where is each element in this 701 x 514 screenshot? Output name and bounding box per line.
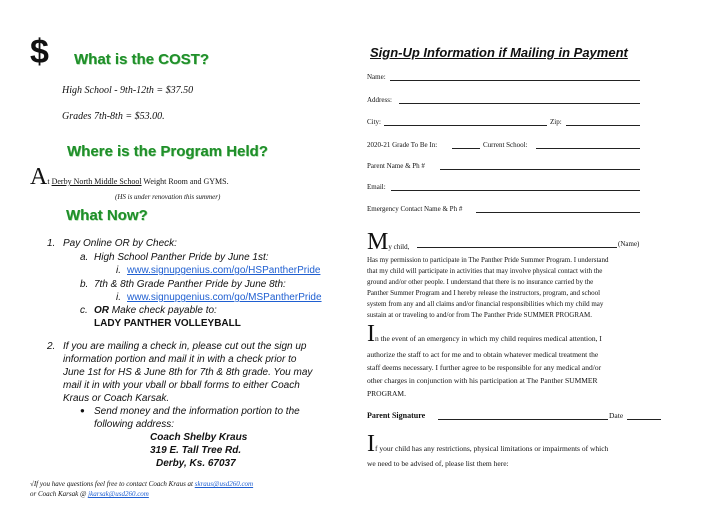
- emergency-auth-line3: staff deems necessary. I further agree to be responsible for any medical and/or: [367, 363, 602, 372]
- emergency-auth-line4: other charges in conjunction with his participation at The Panther SUMMER: [367, 376, 598, 385]
- address-street: 319 E. Tall Tree Rd.: [150, 445, 242, 456]
- location-t: t: [47, 177, 52, 186]
- step1a-i: i.: [116, 265, 121, 276]
- my-child-text: y child,: [388, 243, 410, 251]
- emergency-auth-line2: authorize the staff to act for me and to obtain whatever medical treatment the: [367, 350, 599, 359]
- karsak-email-link[interactable]: jkarsak@usd260.com: [88, 490, 149, 498]
- permission-line2: that my child will participate in activities that may involve physical contact with the: [367, 267, 603, 275]
- emergency-field[interactable]: [476, 212, 640, 213]
- step2-line2: information portion and mail it in with a check prior to: [63, 354, 297, 365]
- address-name: Coach Shelby Kraus: [150, 432, 248, 443]
- grade-field[interactable]: [452, 148, 480, 149]
- location-dropcap: A: [30, 164, 48, 190]
- payee: LADY PANTHER VOLLEYBALL: [94, 318, 241, 329]
- kraus-email-link[interactable]: skraus@usd260.com: [194, 480, 254, 488]
- dollar-sign: $: [30, 33, 49, 71]
- name-label: Name:: [367, 73, 386, 81]
- step1c-or: OR: [94, 305, 109, 316]
- what-now-heading: What Now?: [66, 207, 148, 224]
- step1c-text: [94, 305, 217, 316]
- grade-label: 2020-21 Grade To Be In:: [367, 141, 438, 149]
- location-note: (HS is under renovation this summer): [115, 193, 221, 201]
- step1-number: 1.: [47, 238, 56, 249]
- zip-label: Zip:: [550, 118, 562, 126]
- city-label: City:: [367, 118, 382, 126]
- permission-line3: ground and/or other people. I understand that there is no insurance carried by the: [367, 278, 594, 286]
- parent-field[interactable]: [440, 169, 640, 170]
- step2-line3: June 1st for HS & June 8th for 7th & 8th grade. You may: [63, 367, 313, 378]
- bullet-line2: following address:: [94, 419, 175, 430]
- step1b-letter: b.: [80, 279, 89, 290]
- emergency-dropcap: I: [367, 321, 375, 347]
- city-field[interactable]: [384, 125, 547, 126]
- child-name-hint: (Name): [618, 240, 640, 248]
- price-high-school: High School - 9th-12th = $37.50: [62, 85, 194, 96]
- bullet-line1: Send money and the information portion to the: [94, 406, 300, 417]
- child-name-field[interactable]: [417, 247, 617, 248]
- step1b-text: 7th & 8th Grade Panther Pride by June 8th:: [94, 279, 286, 290]
- step1c-rest: Make check payable to:: [109, 305, 217, 316]
- step2-number: 2.: [47, 341, 56, 352]
- date-label: Date: [609, 411, 624, 420]
- date-field[interactable]: [627, 419, 661, 420]
- permission-line4: Panther Summer Program and I hereby release the instructors, program, and school: [367, 289, 601, 297]
- where-heading: Where is the Program Held?: [67, 143, 268, 160]
- restrictions-dropcap: I: [367, 431, 375, 457]
- footer-line2: [30, 490, 149, 498]
- location-rest: Weight Room and GYMS.: [141, 177, 229, 186]
- my-child-dropcap: M: [367, 229, 389, 255]
- location-school: Derby North Middle School: [51, 177, 142, 186]
- emergency-auth-line1: [367, 321, 602, 347]
- price-grades: Grades 7th-8th = $53.00.: [62, 111, 165, 122]
- footer-line1-text: √If you have questions feel free to contact Coach Kraus at: [30, 480, 195, 488]
- cost-heading: What is the COST?: [74, 51, 209, 68]
- emergency-label: Emergency Contact Name & Ph #: [367, 205, 463, 213]
- signup-title: Sign-Up Information if Mailing in Payment: [370, 45, 628, 60]
- parent-signature-label: Parent Signature: [367, 411, 426, 420]
- step1b-i: i.: [116, 292, 121, 303]
- address-field[interactable]: [399, 103, 640, 104]
- parent-label: Parent Name & Ph #: [367, 162, 425, 170]
- emergency-text1: n the event of an emergency in which my child requires medical attention, I: [375, 334, 602, 343]
- zip-field[interactable]: [566, 125, 640, 126]
- footer-line2-text: or Coach Karsak @: [30, 490, 89, 498]
- step1a-text: High School Panther Pride by June 1st:: [94, 252, 269, 263]
- hs-signup-link[interactable]: www.signupgenius.com/go/HSPantherPride: [127, 265, 321, 276]
- step1a-letter: a.: [80, 252, 89, 263]
- restrictions-line2: we need to be advised of, please list them here:: [367, 459, 509, 468]
- address-label: Address:: [367, 96, 392, 104]
- permission-line1: Has my permission to participate in The Panther Pride Summer Program. I understand: [367, 256, 609, 264]
- ms-signup-link[interactable]: www.signupgenius.com/go/MSPantherPride: [127, 292, 322, 303]
- permission-line6: sustain at or traveling to and/or from The Panther Pride SUMMER PROGRAM.: [367, 311, 593, 319]
- footer-line1: [30, 480, 253, 488]
- parent-signature-field[interactable]: [438, 419, 608, 420]
- bullet-icon: ●: [80, 406, 85, 415]
- step1-text: Pay Online OR by Check:: [63, 238, 177, 249]
- address-city: Derby, Ks. 67037: [156, 458, 236, 469]
- step2-line1: If you are mailing a check in, please cut out the sign up: [63, 341, 307, 352]
- school-label: Current School:: [483, 141, 528, 149]
- email-field[interactable]: [391, 190, 640, 191]
- location-line: [30, 164, 229, 190]
- name-field[interactable]: [390, 80, 640, 81]
- step2-line4: mail it in with your vball or bball forms to either Coach: [63, 380, 300, 391]
- emergency-auth-line5: PROGRAM.: [367, 389, 406, 398]
- restrictions-line1: [367, 431, 609, 457]
- my-child-line: [367, 229, 410, 255]
- permission-line5: system from any and all claims and/or financial responsibilities which my child may: [367, 300, 604, 308]
- restrictions-text1: f your child has any restrictions, physical limitations or impairments of which: [375, 444, 609, 453]
- email-label: Email:: [367, 183, 386, 191]
- step2-line5: Kraus or Coach Karsak.: [63, 393, 170, 404]
- step1c-letter: c.: [80, 305, 88, 316]
- school-field[interactable]: [536, 148, 640, 149]
